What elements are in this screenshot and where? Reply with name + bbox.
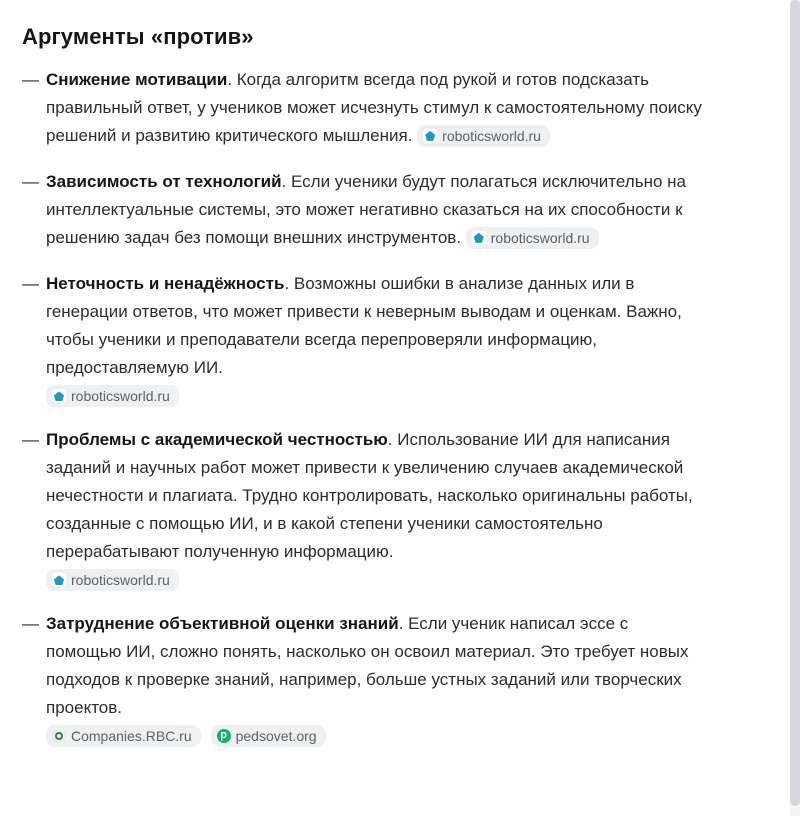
source-chip[interactable] <box>46 569 179 591</box>
roboticsworld-favicon-icon <box>52 389 66 403</box>
list-item-text: . Когда алгоритм всегда под рукой и готов подсказать правильный ответ, у учеников может исчезнуть стимул к самостоятельному поиску решений и развитию критического мышления. <box>46 70 702 146</box>
source-chip-label: Companies.RBC.ru <box>71 728 192 745</box>
roboticsworld-favicon-icon <box>472 231 486 245</box>
list-item-title: Неточность и ненадёжность <box>46 274 285 294</box>
bullet-dash: — <box>22 172 39 192</box>
list-item <box>22 168 708 252</box>
bullet-dash: — <box>22 70 39 90</box>
list-item <box>22 270 708 408</box>
scrollbar-thumb[interactable] <box>790 0 800 806</box>
source-chip-row <box>46 726 708 748</box>
page-title: Аргументы «против» <box>22 24 254 49</box>
list-item-title: Проблемы с академической честностью <box>46 430 388 450</box>
list-item-body <box>46 610 708 748</box>
page-bottom-edge <box>0 810 790 816</box>
scrollbar-track[interactable] <box>790 0 800 816</box>
source-chip-row <box>46 386 708 408</box>
list-item-title: Зависимость от технологий <box>46 172 282 192</box>
bullet-dash: — <box>22 430 39 450</box>
source-chip-label: roboticsworld.ru <box>442 127 541 144</box>
list-item-body <box>46 168 708 252</box>
pedsovet-favicon-icon <box>217 729 231 743</box>
article-content <box>22 24 708 748</box>
source-chip[interactable] <box>46 385 179 407</box>
source-chip-label: pedsovet.org <box>235 728 317 745</box>
list-item-body <box>46 270 708 408</box>
rbc-favicon-icon <box>52 729 66 743</box>
list-item <box>22 66 708 150</box>
list-item-text: . Использование ИИ для написания заданий и научных работ может привести к увеличению случаев академической нечестности и плагиата. Трудно контролировать, насколько оригинальны работы, созданные с помощью ИИ, и в какой степени ученики самостоятельно перерабатывают полученную информацию. <box>46 430 693 562</box>
source-chip[interactable] <box>417 125 550 147</box>
list-item-text: . Возможны ошибки в анализе данных или в генерации ответов, что может привести к неверным выводам и оценкам. Важно, чтобы ученики и преподаватели всегда перепроверяли информацию, предоставляемую ИИ. <box>46 274 682 378</box>
list-item-title: Снижение мотивации <box>46 70 228 90</box>
bullet-dash: — <box>22 274 39 294</box>
source-chip[interactable] <box>211 725 326 747</box>
bullet-dash: — <box>22 614 39 634</box>
roboticsworld-favicon-icon <box>423 129 437 143</box>
list-item-body <box>46 426 708 592</box>
list-item-text: . Если ученики будут полагаться исключительно на интеллектуальные системы, это может негативно сказаться на их способности к решению задач без помощи внешних инструментов. <box>46 172 686 248</box>
source-chip[interactable] <box>466 227 599 249</box>
source-chip-label: roboticsworld.ru <box>490 229 590 246</box>
source-chip-label: roboticsworld.ru <box>71 572 170 589</box>
list-item-title: Затруднение объективной оценки знаний <box>46 614 399 634</box>
roboticsworld-favicon-icon <box>52 573 66 587</box>
list-item-body <box>46 66 708 150</box>
source-chip-row <box>46 570 708 592</box>
list-item <box>22 610 708 748</box>
source-chip[interactable] <box>46 725 201 747</box>
source-chip-label: roboticsworld.ru <box>71 388 170 405</box>
list-item <box>22 426 708 592</box>
list-item-text: . Если ученик написал эссе с помощью ИИ, сложно понять, насколько он освоил материал. Это требует новых подходов к проверке знаний, например, больше устных заданий или творческих проектов. <box>46 614 689 718</box>
